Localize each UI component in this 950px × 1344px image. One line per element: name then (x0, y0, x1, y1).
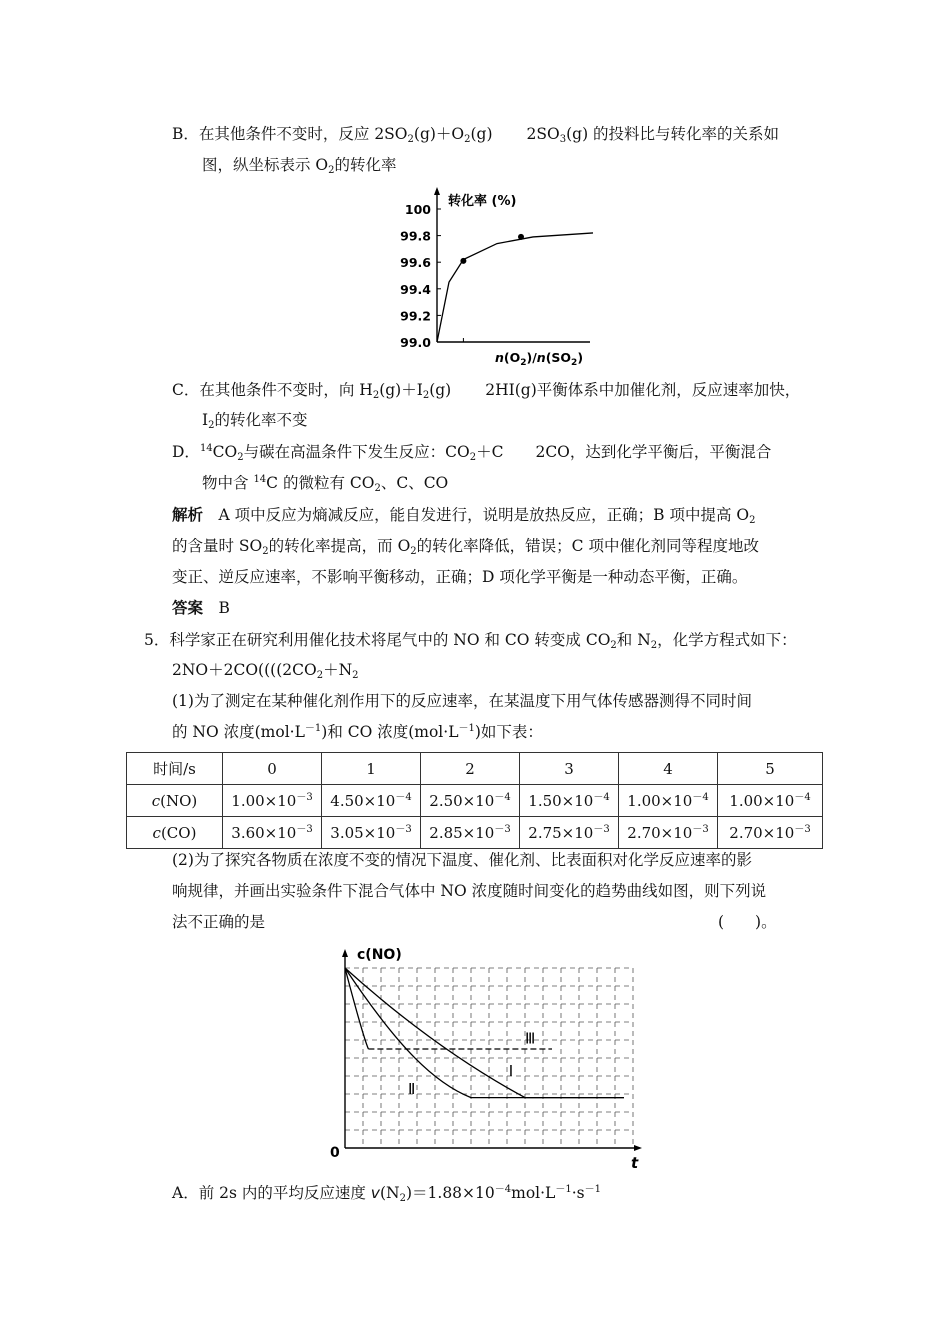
q5-equation: $2NO+2CO((((2CO_2+N_2$ (172, 661, 359, 681)
chart1-y-tick-label: 99.6 (400, 255, 431, 271)
concentration-table (126, 752, 823, 849)
chart1-point (518, 234, 524, 240)
chart1-point (460, 258, 466, 264)
chart1-x-label-part: n (495, 350, 504, 365)
option-a-line: A．前 2s 内的平均反应速度 $v(N_2)=1.88\times 10^{-4}mol\cdot L^{-1}\cdot s^{-1}$ (172, 1184, 601, 1204)
chart2-series-label: Ⅲ (525, 1029, 536, 1048)
chart1-curve (437, 233, 593, 342)
table-header-cell: 时间/s (127, 753, 223, 785)
answer-value: B (218, 599, 230, 617)
q5-part2-line1: (2)为了探究各物质在浓度不变的情况下温度、催化剂、比表面积对化学反应速率的影 (172, 851, 752, 869)
table-cell: $1.00\times 10^{-4}$ (718, 785, 823, 817)
chart1-x-label-part: (O (503, 350, 521, 365)
q5-part2-line2: 响规律，并画出实验条件下混合气体中 NO 浓度随时间变化的趋势曲线如图，则下列说 (172, 882, 767, 900)
q5-part1-line2: 的 NO 浓度$(mol\cdot L^{-1})$和 CO 浓度$(mol\cdot L^{-1})$如下表： (172, 723, 543, 741)
chart2-series-label: Ⅱ (408, 1080, 416, 1098)
chart1-y-tick-label: 99.0 (400, 335, 431, 350)
table-cell: $1.50\times 10^{-4}$ (520, 785, 619, 817)
option-b-line1: B．在其他条件不变时，反应 $2SO_2(g)+O_2(g)$ $2SO_3(g)$ 的投料比与转化率的关系如 (172, 125, 780, 145)
chart1-x-label-part: )/ (526, 350, 537, 365)
chart1-y-arrow (434, 187, 440, 195)
table-cell: $2.75\times 10^{-3}$ (520, 817, 619, 849)
chart1-x-label-part: 2 (520, 358, 527, 368)
option-c-line2: $I_2$的转化率不变 (202, 411, 308, 431)
chart1-x-label-part: 2 (571, 358, 578, 368)
table-header-cell: 5 (718, 753, 823, 785)
chart2-series-line (345, 968, 368, 1049)
answer-label: 答案 (172, 599, 204, 617)
q5-part1-line1: (1)为了测定在某种催化剂作用下的反应速率，在某温度下用气体传感器测得不同时间 (172, 692, 752, 710)
no-concentration-chart (325, 940, 645, 1175)
table-cell: $1.00\times 10^{-4}$ (619, 785, 718, 817)
chart2-y-arrow (342, 949, 348, 957)
chart1-x-label-part: n (536, 350, 546, 365)
chart1-x-label-part: (SO (545, 350, 572, 365)
chart2-series-line (345, 968, 624, 1098)
table-cell: $4.50\times 10^{-4}$ (322, 785, 421, 817)
chart2-series-line (345, 968, 624, 1098)
table-header-cell: 1 (322, 753, 421, 785)
chart2-x-label: t (631, 1154, 639, 1172)
chart1-y-tick-label: 100 (404, 202, 431, 217)
analysis-line1: 解析 A 项中反应为熵减反应，能自发进行，说明是放热反应，正确；B 项中提高 $O_2$ (172, 506, 756, 526)
answer-line (172, 598, 230, 618)
table-row-label: c(NO) (127, 785, 223, 817)
analysis-line2: 的含量时 $SO_2$的转化率提高，而 $O_2$的转化率降低，错误；C 项中催化剂同等程度地改 (172, 537, 759, 557)
option-d-line1: D．$^{14}CO_2$与碳在高温条件下发生反应：$CO_2+C$ 2CO，达到化学平衡后，平衡混合 (172, 443, 772, 463)
table-cell: $2.70\times 10^{-3}$ (718, 817, 823, 849)
table-row-label: c(CO) (127, 817, 223, 849)
chart2-origin: 0 (330, 1145, 340, 1161)
table-header-cell: 2 (421, 753, 520, 785)
table-header-row (127, 753, 823, 785)
table-cell: $1.00\times 10^{-3}$ (223, 785, 322, 817)
chart1-y-tick-label: 99.2 (400, 308, 431, 324)
option-b-line2: 图，纵坐标表示 $O_2$的转化率 (202, 156, 397, 176)
table-header-cell: 0 (223, 753, 322, 785)
option-c-line1: C．在其他条件不变时，向 $H_2(g)+I_2(g)$ 2HI(g)平衡体系中加催化剂，反应速率加快， (172, 381, 801, 401)
chart1-y-tick-label: 99.8 (400, 228, 431, 244)
chart2-y-label: c(NO) (357, 947, 402, 963)
table-row (127, 785, 823, 817)
table-row (127, 817, 823, 849)
analysis-line3: 变正、逆反应速率，不影响平衡移动，正确；D 项化学平衡是一种动态平衡，正确。 (172, 568, 748, 586)
chart2-series-label: Ⅰ (508, 1062, 514, 1080)
chart1-x-label-part: ) (577, 350, 584, 365)
q5-part2-line3: 法不正确的是 (172, 913, 266, 931)
answer-blank: ( )。 (718, 913, 777, 931)
table-header-cell: 3 (520, 753, 619, 785)
analysis-label: 解析 (172, 506, 204, 524)
table-cell: $2.85\times 10^{-3}$ (421, 817, 520, 849)
chart1-y-tick-label: 99.4 (400, 281, 431, 297)
chart2-x-arrow (634, 1145, 642, 1151)
table-header-cell: 4 (619, 753, 718, 785)
chart1-x-label (495, 350, 583, 368)
table-cell: $3.05\times 10^{-3}$ (322, 817, 421, 849)
option-d-line2: 物中含 $^{14}$C 的微粒有 $CO_2$、C、CO (202, 474, 449, 494)
table-cell: $2.50\times 10^{-4}$ (421, 785, 520, 817)
chart1-y-label: 转化率 (%) (448, 194, 517, 209)
table-cell: $2.70\times 10^{-3}$ (619, 817, 718, 849)
table-cell: $3.60\times 10^{-3}$ (223, 817, 322, 849)
conversion-rate-chart (390, 185, 600, 370)
q5-stem: 5．科学家正在研究利用催化技术将尾气中的 NO 和 CO 转变成 $CO_2$和 $N_2$，化学方程式如下： (144, 631, 797, 651)
